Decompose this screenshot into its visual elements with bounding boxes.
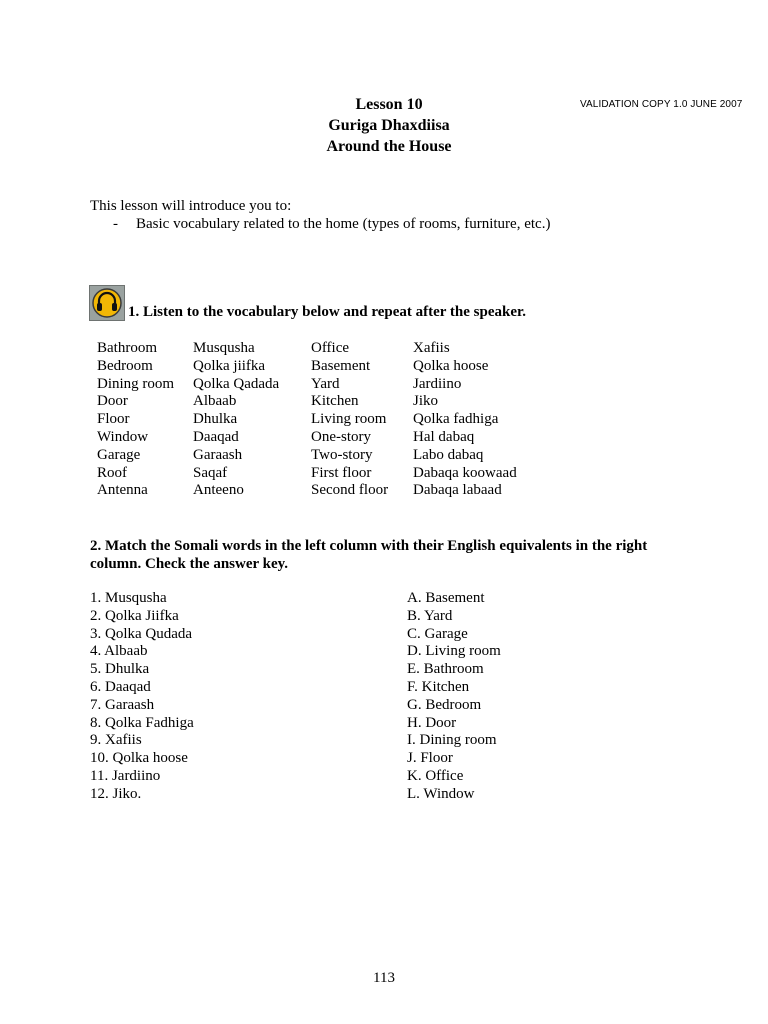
vocab-item: Two-story xyxy=(311,446,373,463)
match-item: 12. Jiko. xyxy=(90,785,142,802)
vocab-item: Dining room xyxy=(97,375,175,392)
match-item: 10. Qolka hoose xyxy=(90,750,188,767)
match-item: 9. Xafiis xyxy=(90,732,142,749)
match-item: 7. Garaash xyxy=(90,696,155,713)
match-item: C. Garage xyxy=(407,625,468,642)
vocab-item: Musqusha xyxy=(193,340,255,356)
vocab-column-english-1 xyxy=(97,340,174,500)
vocab-column-english-2 xyxy=(311,340,388,500)
exercise2-instruction xyxy=(90,537,690,573)
vocab-item: Window xyxy=(97,428,149,445)
lesson-english-title: Around the House xyxy=(326,138,452,155)
match-item: K. Office xyxy=(407,767,464,784)
vocab-item: Kitchen xyxy=(311,393,359,410)
vocab-item: Second floor xyxy=(311,482,389,499)
vocab-item: Garage xyxy=(97,446,141,463)
vocab-item: Garaash xyxy=(193,446,243,463)
match-item: 11. Jardiino xyxy=(90,767,161,784)
vocab-item: Jardiino xyxy=(413,375,462,392)
match-item: L. Window xyxy=(407,785,475,802)
match-item: B. Yard xyxy=(407,607,453,624)
exercise2-instruction-line2: column. Check the answer key. xyxy=(90,556,289,572)
vocab-item: Dhulka xyxy=(193,411,238,428)
vocab-item: Door xyxy=(97,393,128,410)
match-item: D. Living room xyxy=(407,643,501,660)
vocab-item: Office xyxy=(311,340,350,356)
vocab-item: Bathroom xyxy=(97,340,157,356)
match-item: J. Floor xyxy=(407,750,453,767)
vocab-item: Dabaqa koowaad xyxy=(413,464,517,481)
vocab-column-somali-2 xyxy=(413,340,517,500)
vocab-item: Yard xyxy=(311,375,340,392)
vocab-item: Living room xyxy=(311,411,387,428)
match-item: I. Dining room xyxy=(407,732,497,749)
intro-line: This lesson will introduce you to: xyxy=(90,198,292,214)
vocab-item: One-story xyxy=(311,428,371,445)
match-item: 6. Daaqad xyxy=(90,678,151,695)
vocab-item: Dabaqa labaad xyxy=(413,482,502,499)
vocab-item: Floor xyxy=(97,411,130,428)
headphones-icon[interactable] xyxy=(89,285,125,321)
vocab-item: First floor xyxy=(311,464,372,481)
vocab-item: Qolka jiifka xyxy=(193,357,266,374)
match-item: E. Bathroom xyxy=(407,661,484,678)
vocab-item: Qolka Qadada xyxy=(193,375,280,392)
vocab-item: Bedroom xyxy=(97,357,153,374)
vocab-item: Labo dabaq xyxy=(413,446,484,463)
match-item: 8. Qolka Fadhiga xyxy=(90,714,194,731)
match-item: 5. Dhulka xyxy=(90,661,150,678)
match-item: 1. Musqusha xyxy=(90,590,167,606)
exercise2-instruction-line1: 2. Match the Somali words in the left column with their English equivalents in the right xyxy=(90,538,648,554)
vocab-item: Anteeno xyxy=(193,482,244,499)
vocab-item: Albaab xyxy=(193,393,237,410)
vocab-item: Basement xyxy=(311,357,371,374)
match-item: A. Basement xyxy=(407,590,485,606)
vocab-item: Qolka hoose xyxy=(413,357,489,374)
vocab-item: Roof xyxy=(97,464,127,481)
exercise1-instruction: 1. Listen to the vocabulary below and repeat after the speaker. xyxy=(128,304,527,320)
lesson-title-block xyxy=(0,94,768,157)
match-item: H. Door xyxy=(407,714,457,731)
intro-bullet xyxy=(90,215,550,233)
vocab-item: Antenna xyxy=(97,482,148,499)
lesson-somali-title: Guriga Dhaxdiisa xyxy=(328,117,450,134)
match-item: 4. Albaab xyxy=(90,643,148,660)
intro-bullet-text: Basic vocabulary related to the home (types of rooms, furniture, etc.) xyxy=(136,216,551,232)
page-number: 113 xyxy=(373,970,395,986)
vocab-item: Daaqad xyxy=(193,428,239,445)
match-item: F. Kitchen xyxy=(407,678,470,695)
intro-section xyxy=(90,197,550,233)
vocab-item: Saqaf xyxy=(193,464,228,481)
vocab-item: Xafiis xyxy=(413,340,450,356)
vocab-column-somali-1 xyxy=(193,340,279,500)
match-item: G. Bedroom xyxy=(407,696,482,713)
vocab-item: Jiko xyxy=(413,393,439,410)
match-item: 3. Qolka Qudada xyxy=(90,625,193,642)
vocab-item: Qolka fadhiga xyxy=(413,411,499,428)
lesson-number: Lesson 10 xyxy=(355,96,423,113)
match-list-somali xyxy=(90,590,194,804)
vocab-item: Hal dabaq xyxy=(413,428,475,445)
match-list-english xyxy=(407,590,501,804)
bullet-dash: - xyxy=(113,216,118,232)
validation-stamp: VALIDATION COPY 1.0 JUNE 2007 xyxy=(580,99,743,110)
match-item: 2. Qolka Jiifka xyxy=(90,607,179,624)
